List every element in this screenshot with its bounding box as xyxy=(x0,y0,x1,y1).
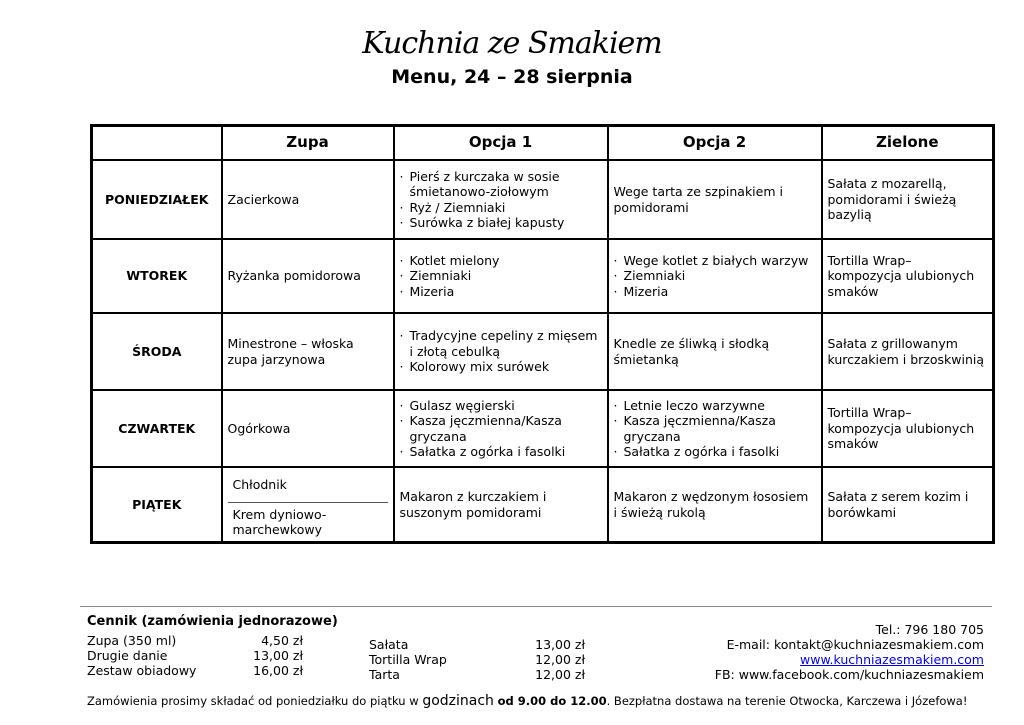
price-item-value: 4,50 zł xyxy=(261,633,303,648)
option2-cell xyxy=(608,390,822,467)
green-cell: Sałata z serem kozim i borówkami xyxy=(822,467,994,543)
day-label: PIĄTEK xyxy=(92,467,222,543)
column-header-soup: Zupa xyxy=(222,126,394,161)
table-row-tuesday xyxy=(92,239,994,313)
weekly-menu-table xyxy=(90,124,995,544)
day-label: ŚRODA xyxy=(92,313,222,390)
dish-item: · Mizeria xyxy=(614,284,816,300)
dish-item: · Mizeria xyxy=(400,284,602,300)
price-row xyxy=(369,652,585,667)
menu-title: Menu, 24 – 28 sierpnia xyxy=(391,66,633,88)
price-row xyxy=(87,663,303,678)
corner-cell xyxy=(92,126,222,161)
option1-cell: Makaron z kurczakiem i suszonym pomidorami xyxy=(394,467,608,543)
email-address: E-mail: kontakt@kuchniazesmakiem.com xyxy=(726,637,984,652)
option2-cell xyxy=(608,239,822,313)
option1-cell xyxy=(394,239,608,313)
price-item-value: 12,00 zł xyxy=(535,667,585,682)
dish-item: · Letnie leczo warzywne xyxy=(614,398,816,414)
dish-item: · Ryż / Ziemniaki xyxy=(400,200,602,216)
price-item-name: Sałata xyxy=(369,637,409,652)
phone-number: Tel.: 796 180 705 xyxy=(875,622,984,637)
dish-item: · Kotlet mielony xyxy=(400,253,602,269)
order-note-delivery: . Bezpłatna dostawa na terenie Otwocka, Karczewa i Józefowa! xyxy=(606,694,968,708)
green-cell: Sałata z mozarellą, pomidorami i świeżą bazylią xyxy=(822,160,994,239)
dish-item: · Sałatka z ogórka i fasolki xyxy=(614,444,816,460)
order-note-hours: od 9.00 do 12.00 xyxy=(497,694,607,708)
soup-cell: Ogórkowa xyxy=(222,390,394,467)
header-row xyxy=(92,126,994,161)
column-header-option1: Opcja 1 xyxy=(394,126,608,161)
facebook-address: FB: www.facebook.com/kuchniazesmakiem xyxy=(714,667,984,682)
price-row xyxy=(369,667,585,682)
dish-item: · Pierś z kurczaka w sosie śmietanowo-ziołowym xyxy=(400,169,602,200)
price-row xyxy=(87,648,303,663)
price-row xyxy=(87,633,303,648)
table-row-thursday xyxy=(92,390,994,467)
dish-item: · Tradycyjne cepeliny z mięsem i złotą cebulką xyxy=(400,328,602,359)
table-row-monday xyxy=(92,160,994,239)
price-item-name: Zestaw obiadowy xyxy=(87,663,197,678)
soup-option-a: Chłodnik xyxy=(228,468,388,503)
price-item-value: 13,00 zł xyxy=(253,648,303,663)
order-note-hours-word: godzinach xyxy=(422,693,494,709)
dish-item: · Kolorowy mix surówek xyxy=(400,359,602,375)
day-label: PONIEDZIAŁEK xyxy=(92,160,222,239)
dish-item: · Kasza jęczmienna/Kasza gryczana xyxy=(614,413,816,444)
option1-cell xyxy=(394,313,608,390)
day-label: WTOREK xyxy=(92,239,222,313)
dish-item: · Ziemniaki xyxy=(614,268,816,284)
column-header-green: Zielone xyxy=(822,126,994,161)
restaurant-logo: Kuchnia ze Smakiem xyxy=(362,26,662,61)
day-label: CZWARTEK xyxy=(92,390,222,467)
option2-cell: Wege tarta ze szpinakiem i pomidorami xyxy=(608,160,822,239)
dish-item: · Kasza jęczmienna/Kasza gryczana xyxy=(400,413,602,444)
footer-divider xyxy=(80,606,992,607)
dish-item: · Surówka z białej kapusty xyxy=(400,215,602,231)
soup-cell: Minestrone – włoska zupa jarzynowa xyxy=(222,313,394,390)
price-row xyxy=(369,637,585,652)
green-cell: Tortilla Wrap– kompozycja ulubionych smaków xyxy=(822,239,994,313)
table-row-wednesday xyxy=(92,313,994,390)
green-cell: Sałata z grillowanym kurczakiem i brzoskwinią xyxy=(822,313,994,390)
price-item-name: Zupa (350 ml) xyxy=(87,633,177,648)
price-list-title: Cennik (zamówienia jednorazowe) xyxy=(87,614,338,629)
option1-cell xyxy=(394,160,608,239)
price-item-name: Tortilla Wrap xyxy=(369,652,447,667)
option2-cell: Knedle ze śliwką i słodką śmietanką xyxy=(608,313,822,390)
dish-item: · Wege kotlet z białych warzyw xyxy=(614,253,816,269)
price-item-name: Drugie danie xyxy=(87,648,168,663)
order-note-text: Zamówienia prosimy składać od poniedziałku do piątku w xyxy=(87,694,419,708)
price-list-left xyxy=(87,633,303,678)
table-row-friday xyxy=(92,467,994,543)
dish-item: · Ziemniaki xyxy=(400,268,602,284)
price-item-value: 16,00 zł xyxy=(253,663,303,678)
dish-item: · Gulasz węgierski xyxy=(400,398,602,414)
order-note xyxy=(87,694,967,709)
price-item-value: 13,00 zł xyxy=(535,637,585,652)
soup-cell xyxy=(222,467,394,543)
price-item-value: 12,00 zł xyxy=(535,652,585,667)
website-link[interactable]: www.kuchniazesmakiem.com xyxy=(800,652,984,667)
contact-info xyxy=(715,622,984,682)
dish-item: · Sałatka z ogórka i fasolki xyxy=(400,444,602,460)
price-list-right xyxy=(369,637,585,682)
option2-cell: Makaron z wędzonym łososiem i świeżą rukolą xyxy=(608,467,822,543)
soup-cell: Ryżanka pomidorowa xyxy=(222,239,394,313)
column-header-option2: Opcja 2 xyxy=(608,126,822,161)
price-item-name: Tarta xyxy=(369,667,400,682)
option1-cell xyxy=(394,390,608,467)
soup-cell: Zacierkowa xyxy=(222,160,394,239)
green-cell: Tortilla Wrap– kompozycja ulubionych smaków xyxy=(822,390,994,467)
soup-option-b: Krem dyniowo-marchewkowy xyxy=(232,506,327,537)
